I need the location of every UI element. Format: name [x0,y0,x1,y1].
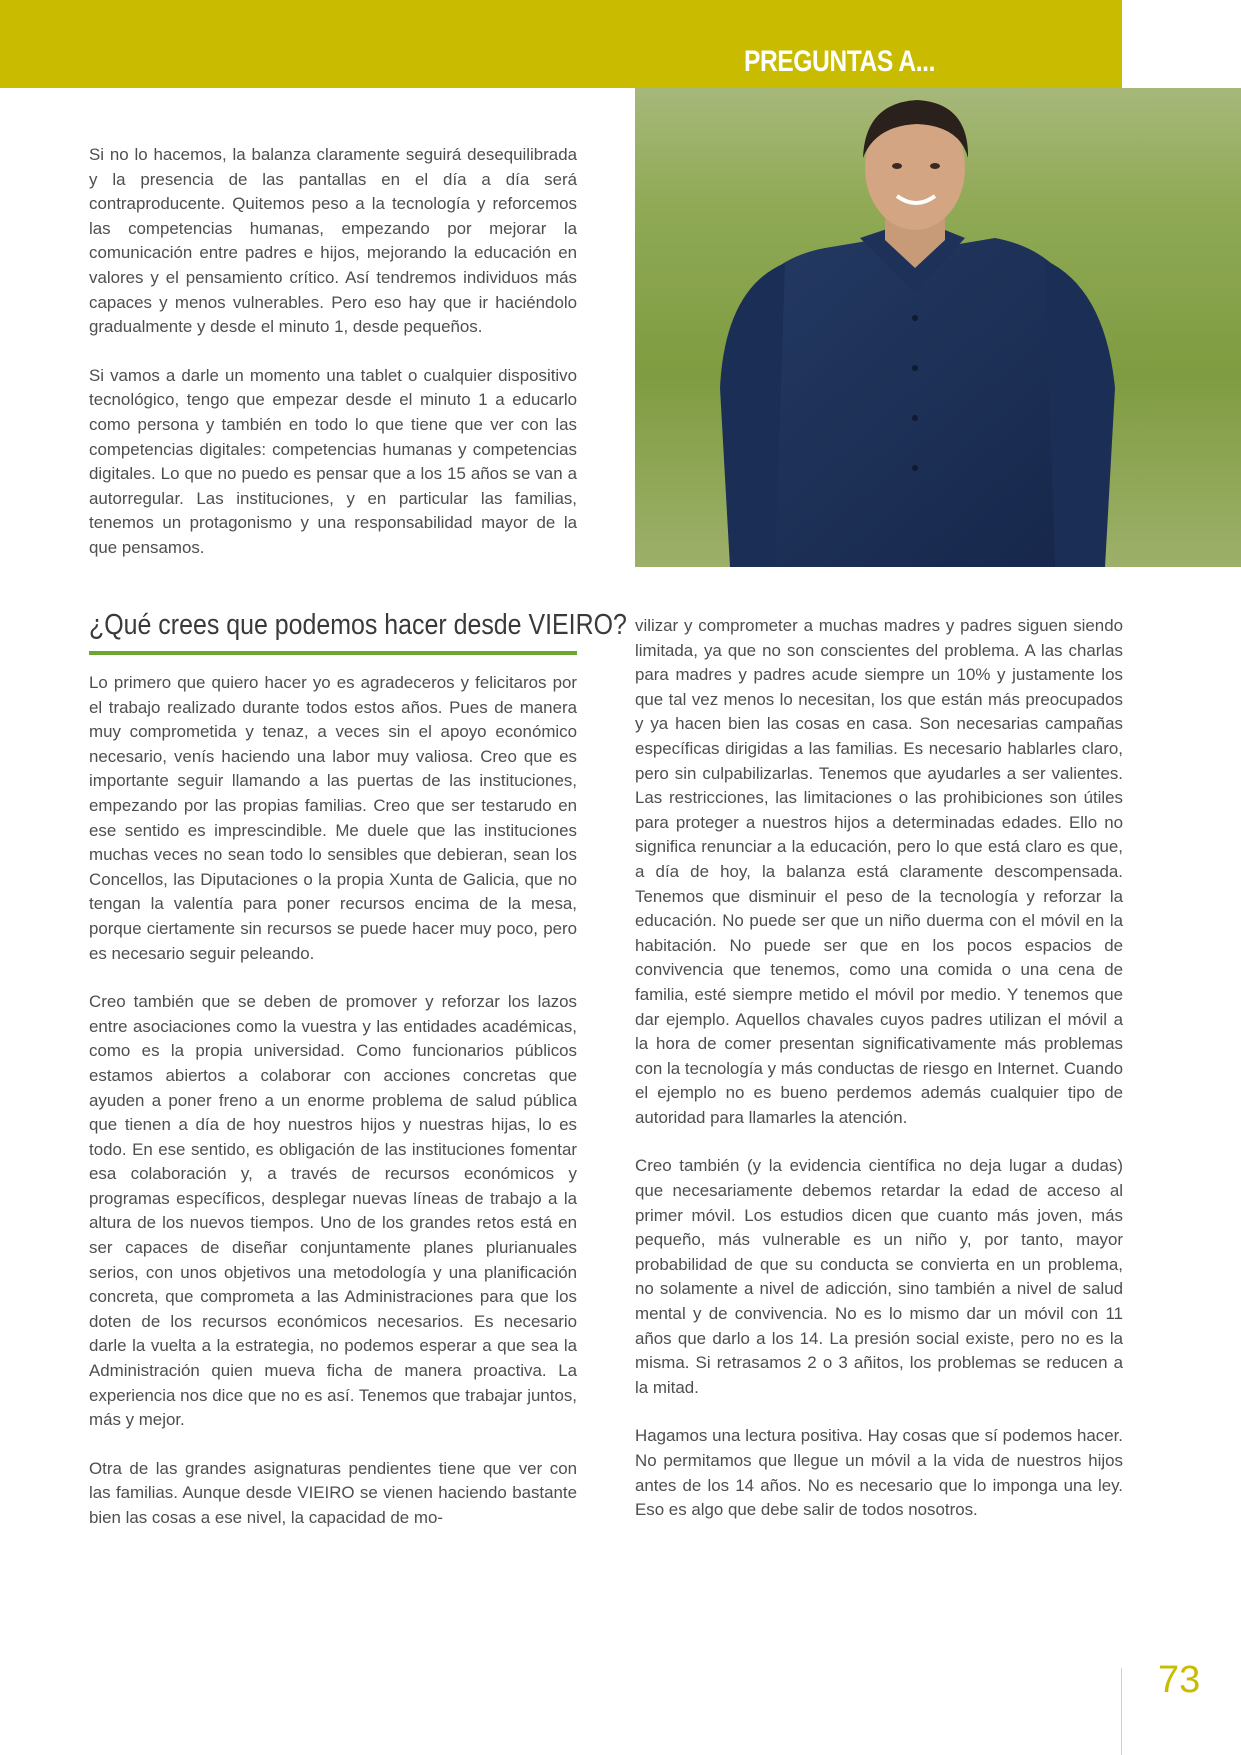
body-paragraph: Si vamos a darle un momento una tablet o cualquier dispositivo tecnológico, tengo que empezar desde el minuto 1 a educarlo como persona y también en todo lo que tiene que ver con las competencias digitales: competencias humanas y competencias digitales. Lo que no puedo es pensar que a los 15 años se van a autorregular. Las instituciones, y en particular las familias, tenemos un protagonismo y una responsabilidad mayor de la que pensamos. [89,365,577,557]
intro-column [89,143,577,585]
body-paragraph: Si no lo hacemos, la balanza claramente seguirá desequilibrada y la presencia de las pantallas en el día a día será contraproducente. Quitemos peso a la tecnología y reforcemos las competencias humanas, empezando por mejorar la comunicación entre padres e hijos, mejorando la educación en valores y el pensamiento crítico. Así tendremos individuos más capaces y menos vulnerables. Pero eso hay que ir haciéndolo gradualmente y desde el minuto 1, desde pequeños. [89,145,577,337]
right-column [635,614,1123,1547]
body-paragraph: Lo primero que quiero hacer yo es agradeceros y felicitaros por el trabajo realizado durante todos estos años. Pues de manera muy comprometida y tenaz, a veces sin el apoyo económico necesario, venís haciendo una labor muy valiosa. Creo que es importante seguir llamando a las puertas de las instituciones, empezando por las propias familias. Creo que ser testarudo en ese sentido es imprescindible. Me duele que las instituciones muchas veces no sean todo lo sensibles que debieran, sean los Concellos, las Diputaciones o la propia Xunta de Galicia, que no tengan la valentía para poner recursos encima de la mesa, porque ciertamente sin recursos se puede hacer muy poco, pero es necesario seguir peleando. [89,673,577,963]
body-paragraph: Creo también (y la evidencia científica no deja lugar a dudas) que necesariamente debemos retardar la edad de acceso al primer móvil. Los estudios dicen que cuanto más joven, más pequeño, más vulnerable es un niño y, por tanto, mayor probabilidad de que su conducta se convierta en un problema, no solamente a nivel de adicción, sino también a nivel de salud mental y de convivencia. No es lo mismo dar un móvil con 11 años que darlo a los 14. La presión social existe, pero no es la misma. Si retrasamos 2 o 3 añitos, los problemas se reducen a la mitad. [635,1156,1123,1397]
portrait-illustration [635,88,1241,567]
body-paragraph: Creo también que se deben de promover y reforzar los lazos entre asociaciones como la vuestra y las entidades académicas, como es la propia universidad. Como funcionarios públicos estamos abiertos a colaborar con acciones concretas que ayuden a poner freno a un enorme problema de salud pública que tienen a día de hoy nuestros hijos y nuestras hijas, lo es todo. En ese sentido, es obligación de las instituciones fomentar esa colaboración y, a través de recursos económicos y programas específicos, desplegar nuevas líneas de trabajo a la altura de los nuevos tiempos. Uno de los grandes retos está en ser capaces de diseñar conjuntamente planes plurianuales serios, con unos objetivos una metodología y una planificación concreta, que comprometa a las Administraciones para que los doten de los recursos económicos necesarios. Es necesario darle la vuelta a la estrategia, no podemos esperar a que sea la Administración quien mueva ficha de manera proactiva. La experiencia nos dice que no es así. Tenemos que trabajar juntos, más y mejor. [89,992,577,1430]
body-paragraph: Otra de las grandes asignaturas pendientes tiene que ver con las familias. Aunque desde VIEIRO se vienen haciendo bastante bien las cosas a ese nivel, la capacidad de mo- [89,1458,577,1527]
page-number: 73 [1158,1659,1201,1701]
footer-divider [1121,1668,1122,1755]
interviewee-photo [635,88,1241,567]
section-title: PREGUNTAS A... [743,45,935,78]
body-paragraph: vilizar y comprometer a muchas madres y padres siguen siendo limitada, ya que no son conscientes del problema. A las charlas para madres y padres acude siempre un 10% y justamente los que tal vez menos lo necesitan, los que están más preocupados y ya hacen bien las cosas en casa. Son necesarias campañas específicas dirigidas a las familias. Es necesario hablarles claro, pero sin culpabilizarlas. Tenemos que ayudarles a ser valientes. Las restricciones, las limitaciones o las prohibiciones son útiles para proteger a nuestros hijos a determinadas edades. Ello no significa renunciar a la educación, pero lo que está claro es que, a día de hoy, la balanza está claramente descompensada. Tenemos que disminuir el peso de la tecnología y reforzar la educación. No puede ser que un niño duerma con el móvil en la habitación. No puede ser que en los pocos espacios de convivencia que tenemos, como una comida o una cena de familia, esté siempre metido el móvil por medio. Y tenemos que dar ejemplo. Aquellos chavales cuyos padres utilizan el móvil a la hora de comer presentan significativamente más problemas con la tecnología y más conductas de riesgo en Internet. Cuando el ejemplo no es bueno perdemos además cualquier tipo de autoridad para llamarles la atención. [635,616,1123,1127]
left-column [89,607,627,1555]
question-heading: ¿Qué crees que podemos hacer desde VIEIRO? [89,609,627,641]
body-paragraph: Hagamos una lectura positiva. Hay cosas que sí podemos hacer. No permitamos que llegue un móvil a la vida de nuestros hijos antes de los 14 años. No es necesario que lo imponga una ley. Eso es algo que debe salir de todos nosotros. [635,1426,1123,1520]
header-band [0,0,1122,88]
question-underline [89,651,577,655]
